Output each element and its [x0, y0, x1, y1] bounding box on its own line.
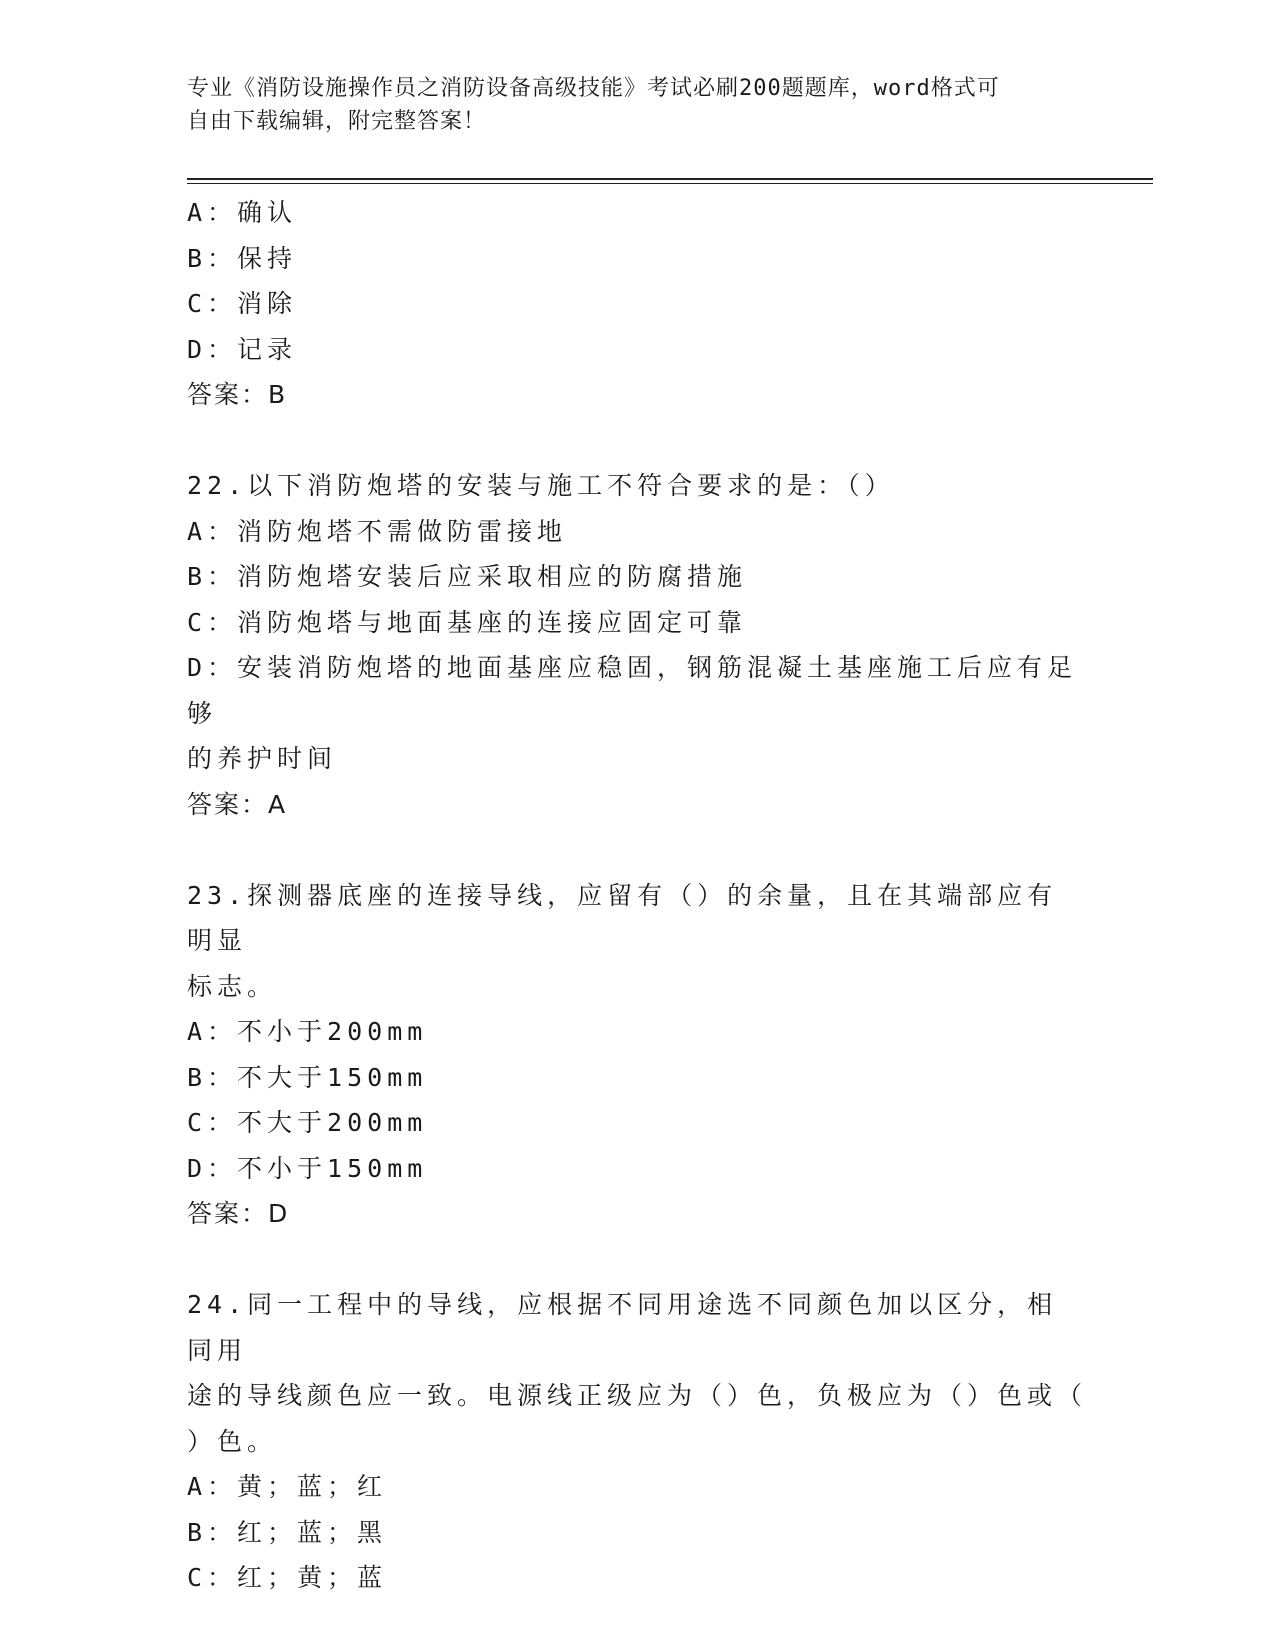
header-line-1: 专业《消防设施操作员之消防设备高级技能》考试必刷200题题库，word格式可: [187, 76, 1000, 101]
document-header: [187, 72, 1067, 138]
option-d-line-1: D：安装消防炮塔的地面基座应稳固，钢筋混凝土基座施工后应有足够: [187, 653, 1078, 728]
option-d-line-2: 的养护时间: [187, 744, 338, 773]
option-b: B：消防炮塔安装后应采取相应的防腐措施: [187, 562, 748, 591]
spacer: [187, 827, 1087, 873]
option-c: C：消除: [187, 289, 298, 318]
option-a: A：不小于200mm: [187, 1017, 428, 1046]
answer: 答案：D: [187, 1199, 290, 1228]
option-b: B：不大于150mm: [187, 1062, 428, 1092]
question-23: [187, 873, 1087, 1237]
question-text-line-3: ）色。: [187, 1426, 278, 1456]
question-22: [187, 463, 1087, 827]
answer: 答案：B: [187, 380, 288, 409]
option-a: A：确认: [187, 198, 298, 227]
question-21: [187, 190, 1087, 418]
option-c: C：消防炮塔与地面基座的连接应固定可靠: [187, 607, 748, 637]
option-d: D：不小于150mm: [187, 1153, 428, 1183]
header-divider-thick: [187, 178, 1153, 180]
spacer: [187, 418, 1087, 464]
header-line-2: 自由下载编辑，附完整答案！: [187, 109, 487, 134]
option-c: C：红；黄；蓝: [187, 1563, 388, 1592]
question-text-line-1: 24.同一工程中的导线，应根据不同用途选不同颜色加以区分，相同用: [187, 1290, 1058, 1365]
question-text-line-2: 标志。: [187, 971, 278, 1001]
question-list: [187, 190, 1087, 1601]
header-divider-thin: [187, 183, 1153, 184]
option-a: A：黄；蓝；红: [187, 1472, 388, 1501]
spacer: [187, 1237, 1087, 1283]
question-text: 22.以下消防炮塔的安装与施工不符合要求的是：（）: [187, 471, 895, 500]
question-text-line-2: 途的导线颜色应一致。电源线正级应为（）色，负极应为（）色或（: [187, 1381, 1088, 1410]
option-b: B：红；蓝；黑: [187, 1517, 388, 1547]
option-d: D：记录: [187, 334, 298, 364]
question-text-line-1: 23.探测器底座的连接导线，应留有（）的余量，且在其端部应有明显: [187, 880, 1058, 955]
option-c: C：不大于200mm: [187, 1108, 428, 1137]
option-b: B：保持: [187, 243, 298, 273]
question-24: [187, 1282, 1087, 1601]
option-a: A：消防炮塔不需做防雷接地: [187, 516, 568, 546]
answer: 答案：A: [187, 789, 288, 819]
